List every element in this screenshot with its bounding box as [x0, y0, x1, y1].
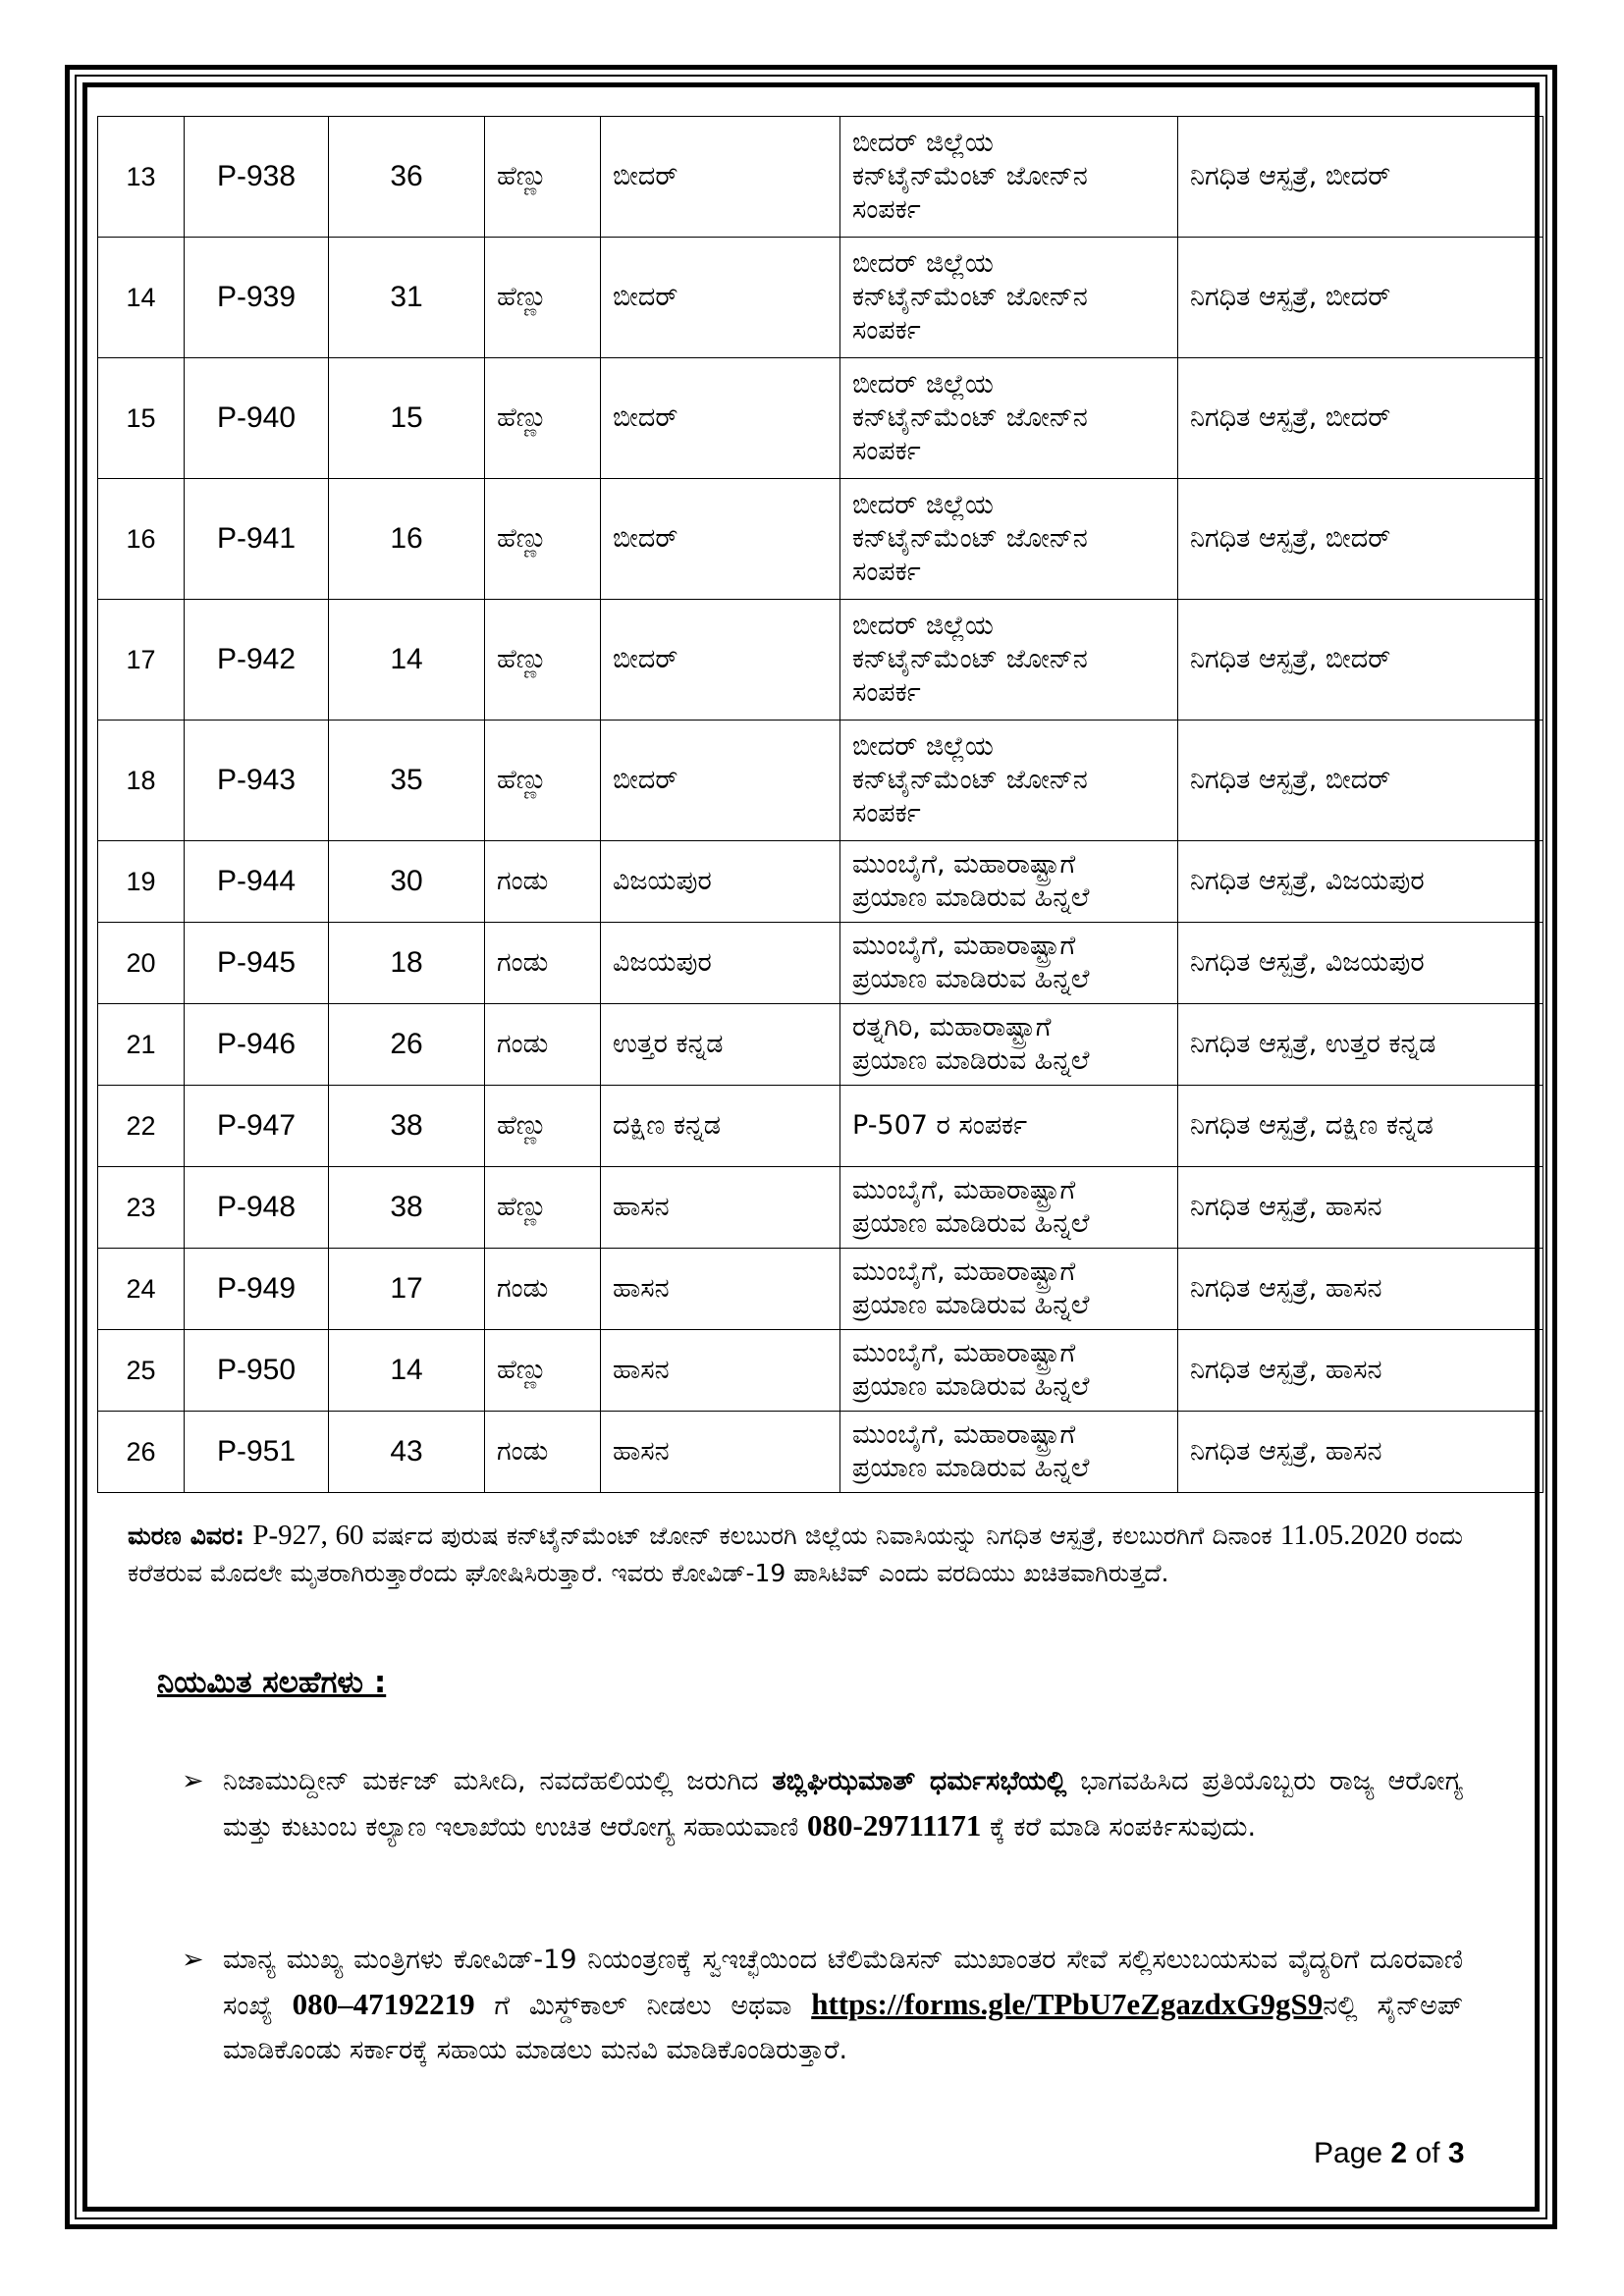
patient-gender: ಹೆಣ್ಣು — [485, 238, 601, 358]
table-row — [98, 721, 1543, 841]
patient-id: P-942 — [185, 600, 329, 721]
designated-hospital: ನಿಗಧಿತ ಆಸ್ಪತ್ರೆ, ಬೀದರ್ — [1178, 600, 1543, 721]
patient-district: ದಕ್ಷಿಣ ಕನ್ನಡ — [601, 1086, 840, 1167]
patient-district: ವಿಜಯಪುರ — [601, 841, 840, 923]
history-line: ಮುಂಬೈಗೆ, ಮಹಾರಾಷ್ಟ್ರಾಗೆ — [852, 1419, 1076, 1450]
serial-number: 15 — [98, 358, 185, 479]
designated-hospital: ನಿಗಧಿತ ಆಸ್ಪತ್ರೆ, ದಕ್ಷಿಣ ಕನ್ನಡ — [1178, 1086, 1543, 1167]
page-of: of — [1415, 2137, 1440, 2169]
case-table — [97, 116, 1543, 1493]
history-line: ಕನ್‌ಟೈನ್‌ಮೆಂಟ್ ಜೋನ್‌ನ — [852, 161, 1088, 191]
patient-id: P-949 — [185, 1249, 329, 1330]
death-date: 11.05.2020 — [1279, 1520, 1408, 1551]
patient-gender: ಹೆಣ್ಣು — [485, 358, 601, 479]
history-line: ಕನ್‌ಟೈನ್‌ಮೆಂಟ್ ಜೋನ್‌ನ — [852, 402, 1088, 433]
patient-district: ಹಾಸನ — [601, 1412, 840, 1493]
serial-number: 20 — [98, 923, 185, 1004]
patient-district: ಬೀದರ್ — [601, 117, 840, 238]
bullet-2-text-a: ಮಾನ್ಯ ಮುಖ್ಯ ಮಂತ್ರಿಗಳು ಕೋವಿಡ್-19 ನಿಯಂತ್ರಣಕ್ಕೆ ಸ್ವಇಚ್ಛೆಯಿಂದ ಟೆಲಿಮೆಡಿಸನ್ ಮುಖಾಂತರ ಸೇವೆ ಸಲ್ಲಿಸಲುಬಯಸುವ ವೈದ್ಯರಿಗೆ ದೂರವಾಣಿ ಸಂಖ್ಯೆ — [223, 1945, 1463, 2021]
table-row — [98, 117, 1543, 238]
patient-gender: ಹೆಣ್ಣು — [485, 721, 601, 841]
designated-hospital: ನಿಗಧಿತ ಆಸ್ಪತ್ರೆ, ಬೀದರ್ — [1178, 238, 1543, 358]
travel-contact-history — [840, 1412, 1178, 1493]
serial-number: 25 — [98, 1330, 185, 1412]
signup-form-link[interactable]: https://forms.gle/TPbU7eZgazdxG9gS9 — [811, 1987, 1324, 2021]
history-line: ಮುಂಬೈಗೆ, ಮಹಾರಾಷ್ಟ್ರಾಗೆ — [852, 931, 1076, 961]
patient-district: ಹಾಸನ — [601, 1249, 840, 1330]
table-row — [98, 841, 1543, 923]
table-row — [98, 1249, 1543, 1330]
patient-age: 17 — [329, 1249, 485, 1330]
helpline-number: 080-29711171 — [807, 1808, 982, 1842]
bullet-1-text-b: ಭಾಗವಹಿಸಿದ ಪ್ರತಿಯೊಬ್ಬರು ರಾಜ್ಯ ಆರೋಗ್ಯ ಮತ್ತು ಕುಟುಂಬ ಕಲ್ಯಾಣ ಇಲಾಖೆಯ ಉಚಿತ ಆರೋಗ್ಯ ಸಹಾಯವಾಣಿ — [223, 1766, 1463, 1842]
page-number — [1314, 2137, 1465, 2170]
designated-hospital: ನಿಗಧಿತ ಆಸ್ಪತ್ರೆ, ಹಾಸನ — [1178, 1412, 1543, 1493]
serial-number: 19 — [98, 841, 185, 923]
patient-gender: ಗಂಡು — [485, 841, 601, 923]
history-line: P-507 ರ ಸಂಪರ್ಕ — [852, 1110, 1028, 1141]
patient-id: P-938 — [185, 117, 329, 238]
patient-id: P-946 — [185, 1004, 329, 1086]
serial-number: 22 — [98, 1086, 185, 1167]
travel-contact-history — [840, 721, 1178, 841]
history-line: ಕನ್‌ಟೈನ್‌ಮೆಂಟ್ ಜೋನ್‌ನ — [852, 765, 1088, 795]
history-line: ಸಂಪರ್ಕ — [852, 315, 921, 346]
telemedicine-number: 080–47192219 — [292, 1987, 475, 2021]
patient-district: ಬೀದರ್ — [601, 358, 840, 479]
patient-gender: ಗಂಡು — [485, 923, 601, 1004]
designated-hospital: ನಿಗಧಿತ ಆಸ್ಪತ್ರೆ, ವಿಜಯಪುರ — [1178, 841, 1543, 923]
travel-contact-history — [840, 923, 1178, 1004]
history-line: ಮುಂಬೈಗೆ, ಮಹಾರಾಷ್ಟ್ರಾಗೆ — [852, 1175, 1076, 1205]
patient-age: 38 — [329, 1167, 485, 1249]
history-line: ಪ್ರಯಾಣ ಮಾಡಿರುವ ಹಿನ್ನಲೆ — [852, 1371, 1090, 1402]
patient-gender: ಹೆಣ್ಣು — [485, 479, 601, 600]
patient-id: P-940 — [185, 358, 329, 479]
travel-contact-history — [840, 479, 1178, 600]
history-line: ಕನ್‌ಟೈನ್‌ಮೆಂಟ್ ಜೋನ್‌ನ — [852, 523, 1088, 554]
patient-district: ಬೀದರ್ — [601, 600, 840, 721]
page-current: 2 — [1390, 2137, 1408, 2169]
history-line: ಬೀದರ್ ಜಿಲ್ಲೆಯ — [852, 490, 994, 520]
advisory-bullet-2 — [182, 1938, 1463, 2072]
patient-age: 14 — [329, 1330, 485, 1412]
designated-hospital: ನಿಗಧಿತ ಆಸ್ಪತ್ರೆ, ಹಾಸನ — [1178, 1330, 1543, 1412]
patient-gender: ಹೆಣ್ಣು — [485, 1330, 601, 1412]
history-line: ಸಂಪರ್ಕ — [852, 557, 921, 587]
patient-id: P-945 — [185, 923, 329, 1004]
patient-gender: ಗಂಡು — [485, 1412, 601, 1493]
designated-hospital: ನಿಗಧಿತ ಆಸ್ಪತ್ರೆ, ಬೀದರ್ — [1178, 117, 1543, 238]
table-row — [98, 1004, 1543, 1086]
patient-gender: ಹೆಣ್ಣು — [485, 117, 601, 238]
history-line: ಪ್ರಯಾಣ ಮಾಡಿರುವ ಹಿನ್ನಲೆ — [852, 1290, 1090, 1320]
death-patient: P-927, 60 — [252, 1520, 364, 1551]
patient-district: ವಿಜಯಪುರ — [601, 923, 840, 1004]
travel-contact-history — [840, 841, 1178, 923]
patient-age: 14 — [329, 600, 485, 721]
table-row — [98, 358, 1543, 479]
designated-hospital: ನಿಗಧಿತ ಆಸ್ಪತ್ರೆ, ಬೀದರ್ — [1178, 358, 1543, 479]
patient-age: 18 — [329, 923, 485, 1004]
patient-age: 36 — [329, 117, 485, 238]
history-line: ಬೀದರ್ ಜಿಲ್ಲೆಯ — [852, 611, 994, 641]
patient-age: 35 — [329, 721, 485, 841]
table-row — [98, 1330, 1543, 1412]
death-details — [128, 1517, 1463, 1592]
history-line: ಬೀದರ್ ಜಿಲ್ಲೆಯ — [852, 731, 994, 762]
patient-district: ಉತ್ತರ ಕನ್ನಡ — [601, 1004, 840, 1086]
designated-hospital: ನಿಗಧಿತ ಆಸ್ಪತ್ರೆ, ಹಾಸನ — [1178, 1249, 1543, 1330]
patient-id: P-951 — [185, 1412, 329, 1493]
history-line: ಸಂಪರ್ಕ — [852, 436, 921, 466]
death-text-1: ವರ್ಷದ ಪುರುಷ ಕನ್‌ಟೈನ್‌ಮೆಂಟ್ ಜೋನ್ ಕಲಬುರಗಿ ಜಿಲ್ಲೆಯ ನಿವಾಸಿಯನ್ನು ನಿಗಧಿತ ಆಸ್ಪತ್ರೆ, ಕಲಬುರಗಿಗೆ ದಿನಾಂಕ — [371, 1522, 1272, 1550]
history-line: ಮುಂಬೈಗೆ, ಮಹಾರಾಷ್ಟ್ರಾಗೆ — [852, 849, 1076, 880]
patient-gender: ಗಂಡು — [485, 1249, 601, 1330]
patient-id: P-941 — [185, 479, 329, 600]
serial-number: 16 — [98, 479, 185, 600]
patient-age: 16 — [329, 479, 485, 600]
patient-district: ಬೀದರ್ — [601, 238, 840, 358]
history-line: ಸಂಪರ್ಕ — [852, 194, 921, 225]
history-line: ಬೀದರ್ ಜಿಲ್ಲೆಯ — [852, 248, 994, 279]
history-line: ರತ್ನಗಿರಿ, ಮಹಾರಾಷ್ಟ್ರಾಗೆ — [852, 1012, 1052, 1042]
history-line: ಕನ್‌ಟೈನ್‌ಮೆಂಟ್ ಜೋನ್‌ನ — [852, 644, 1088, 674]
table-row — [98, 600, 1543, 721]
history-line: ಮುಂಬೈಗೆ, ಮಹಾರಾಷ್ಟ್ರಾಗೆ — [852, 1256, 1076, 1287]
patient-gender: ಹೆಣ್ಣು — [485, 600, 601, 721]
patient-id: P-939 — [185, 238, 329, 358]
patient-age: 15 — [329, 358, 485, 479]
death-label: ಮರಣ ವಿವರ: — [128, 1522, 245, 1550]
bullet-1-bold: ತಬ್ಲಿಘಿಝಮಾತ್ ಧರ್ಮಸಭೆಯಲ್ಲಿ — [772, 1766, 1067, 1796]
patient-age: 31 — [329, 238, 485, 358]
patient-gender: ಹೆಣ್ಣು — [485, 1167, 601, 1249]
patient-age: 43 — [329, 1412, 485, 1493]
table-row — [98, 479, 1543, 600]
patient-district: ಬೀದರ್ — [601, 479, 840, 600]
travel-contact-history — [840, 1086, 1178, 1167]
serial-number: 18 — [98, 721, 185, 841]
serial-number: 24 — [98, 1249, 185, 1330]
arrow-bullet-icon: ➢ — [182, 1945, 204, 1975]
serial-number: 21 — [98, 1004, 185, 1086]
page-prefix: Page — [1314, 2137, 1383, 2169]
travel-contact-history — [840, 238, 1178, 358]
patient-age: 26 — [329, 1004, 485, 1086]
serial-number: 14 — [98, 238, 185, 358]
history-line: ಪ್ರಯಾಣ ಮಾಡಿರುವ ಹಿನ್ನಲೆ — [852, 882, 1090, 913]
history-line: ಸಂಪರ್ಕ — [852, 677, 921, 708]
serial-number: 13 — [98, 117, 185, 238]
patient-district: ಹಾಸನ — [601, 1330, 840, 1412]
table-row — [98, 238, 1543, 358]
travel-contact-history — [840, 358, 1178, 479]
death-text-2: ರಂದು ಕರೆತರುವ ಮೊದಲೇ ಮೃತರಾಗಿರುತ್ತಾರೆಂದು ಘೋಷಿಸಿರುತ್ತಾರೆ. ಇವರು ಕೋವಿಡ್-19 ಪಾಸಿಟಿವ್ ಎಂದು ವರದಿಯು ಖಚಿತವಾಗಿರುತ್ತದೆ. — [128, 1522, 1464, 1587]
table-row — [98, 923, 1543, 1004]
history-line: ಕನ್‌ಟೈನ್‌ಮೆಂಟ್ ಜೋನ್‌ನ — [852, 282, 1088, 312]
table-row — [98, 1412, 1543, 1493]
bullet-1-text-c: ಕ್ಕೆ ಕರೆ ಮಾಡಿ ಸಂಪರ್ಕಿಸುವುದು. — [990, 1812, 1257, 1842]
patient-age: 30 — [329, 841, 485, 923]
patient-gender: ಹೆಣ್ಣು — [485, 1086, 601, 1167]
advisory-title: ನಿಯಮಿತ ಸಲಹೆಗಳು : — [157, 1665, 387, 1700]
advisory-bullet-1 — [182, 1759, 1463, 1849]
patient-id: P-950 — [185, 1330, 329, 1412]
page-total: 3 — [1447, 2137, 1465, 2169]
travel-contact-history — [840, 600, 1178, 721]
travel-contact-history — [840, 1004, 1178, 1086]
patient-age: 38 — [329, 1086, 485, 1167]
history-line: ಪ್ರಯಾಣ ಮಾಡಿರುವ ಹಿನ್ನಲೆ — [852, 1045, 1090, 1076]
bullet-1-text-a: ನಿಜಾಮುದ್ದೀನ್ ಮರ್ಕಜ್ ಮಸೀದಿ, ನವದೆಹಲಿಯಲ್ಲಿ ಜರುಗಿದ — [223, 1766, 759, 1796]
history-line: ಬೀದರ್ ಜಿಲ್ಲೆಯ — [852, 369, 994, 400]
history-line: ಬೀದರ್ ಜಿಲ್ಲೆಯ — [852, 128, 994, 158]
travel-contact-history — [840, 117, 1178, 238]
designated-hospital: ನಿಗಧಿತ ಆಸ್ಪತ್ರೆ, ಹಾಸನ — [1178, 1167, 1543, 1249]
patient-id: P-947 — [185, 1086, 329, 1167]
history-line: ಪ್ರಯಾಣ ಮಾಡಿರುವ ಹಿನ್ನಲೆ — [852, 964, 1090, 994]
serial-number: 26 — [98, 1412, 185, 1493]
serial-number: 23 — [98, 1167, 185, 1249]
history-line: ಮುಂಬೈಗೆ, ಮಹಾರಾಷ್ಟ್ರಾಗೆ — [852, 1338, 1076, 1368]
designated-hospital: ನಿಗಧಿತ ಆಸ್ಪತ್ರೆ, ಉತ್ತರ ಕನ್ನಡ — [1178, 1004, 1543, 1086]
patient-district: ಬೀದರ್ — [601, 721, 840, 841]
history-line: ಸಂಪರ್ಕ — [852, 798, 921, 828]
designated-hospital: ನಿಗಧಿತ ಆಸ್ಪತ್ರೆ, ಬೀದರ್ — [1178, 721, 1543, 841]
patient-district: ಹಾಸನ — [601, 1167, 840, 1249]
history-line: ಪ್ರಯಾಣ ಮಾಡಿರುವ ಹಿನ್ನಲೆ — [852, 1208, 1090, 1239]
serial-number: 17 — [98, 600, 185, 721]
bullet-2-text-b: ಗೆ ಮಿಸ್ಡ್‌ಕಾಲ್ ನೀಡಲು ಅಥವಾ — [494, 1991, 792, 2021]
designated-hospital: ನಿಗಧಿತ ಆಸ್ಪತ್ರೆ, ವಿಜಯಪುರ — [1178, 923, 1543, 1004]
travel-contact-history — [840, 1167, 1178, 1249]
travel-contact-history — [840, 1330, 1178, 1412]
travel-contact-history — [840, 1249, 1178, 1330]
patient-id: P-944 — [185, 841, 329, 923]
bullet-2-text-c: ನಲ್ಲಿ ಸೈನ್‌ಅಪ್ ಮಾಡಿಕೊಂಡು ಸರ್ಕಾರಕ್ಕೆ ಸಹಾಯ ಮಾಡಲು ಮನವಿ ಮಾಡಿಕೊಂಡಿರುತ್ತಾರೆ. — [223, 1991, 1464, 2065]
designated-hospital: ನಿಗಧಿತ ಆಸ್ಪತ್ರೆ, ಬೀದರ್ — [1178, 479, 1543, 600]
patient-id: P-943 — [185, 721, 329, 841]
history-line: ಪ್ರಯಾಣ ಮಾಡಿರುವ ಹಿನ್ನಲೆ — [852, 1453, 1090, 1483]
patient-id: P-948 — [185, 1167, 329, 1249]
table-row — [98, 1086, 1543, 1167]
patient-gender: ಗಂಡು — [485, 1004, 601, 1086]
table-row — [98, 1167, 1543, 1249]
arrow-bullet-icon: ➢ — [182, 1766, 204, 1796]
